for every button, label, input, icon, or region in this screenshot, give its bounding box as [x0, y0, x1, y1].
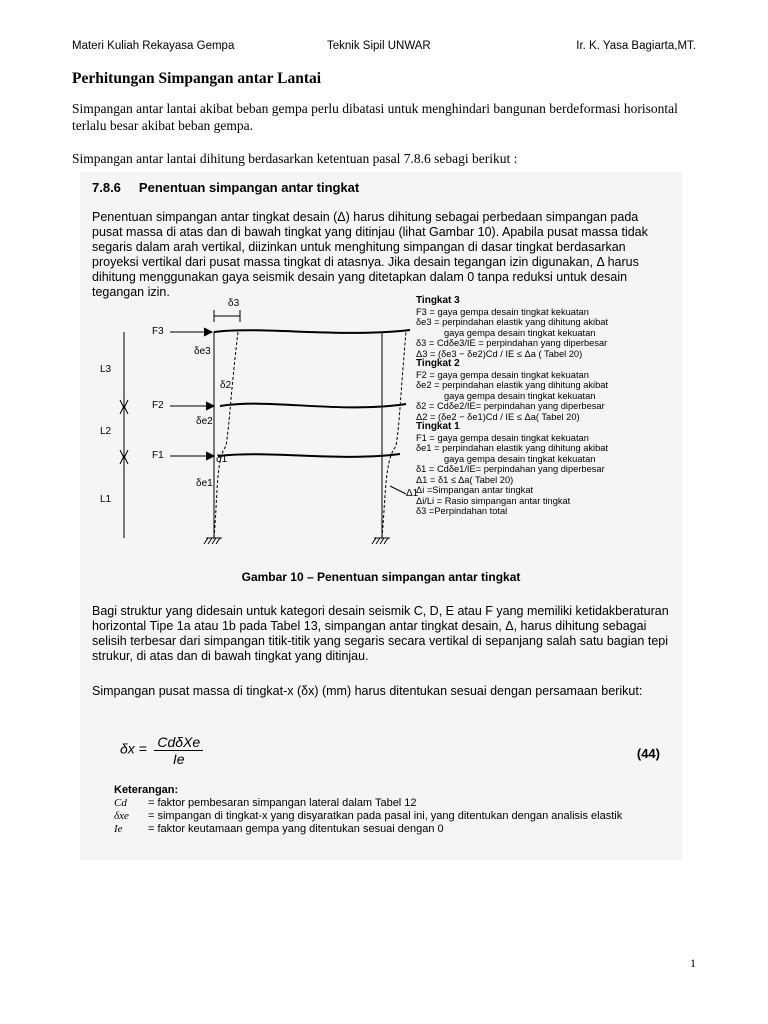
notes-line: Δi/Li = Rasio simpangan antar tingkat — [416, 495, 571, 506]
page-title: Perhitungan Simpangan antar Lantai — [72, 70, 322, 87]
figure-caption: Gambar 10 – Penentuan simpangan antar tingkat — [241, 570, 521, 584]
label-f2: F2 — [152, 400, 164, 411]
right-column-deformed — [382, 332, 406, 538]
drift-diagram — [80, 290, 419, 552]
notes-line: gaya gempa desain tingkat kekuatan — [444, 390, 596, 401]
header-department: Teknik Sipil UNWAR — [327, 40, 431, 52]
label-delta3: δ3 — [228, 298, 240, 309]
label-delta1: δ1 — [216, 454, 228, 465]
floor-1 — [218, 454, 400, 457]
notes-line: δ3 = Cdδe3/IE = perpindahan yang diperbesar — [416, 338, 608, 348]
notes-line: δe2 = perpindahan elastik yang dihitung akibat — [416, 380, 609, 390]
figure-notes — [416, 296, 678, 517]
keterangan-row: δxe = simpangan di tingkat-x yang disyaratkan pada pasal ini, yang ditentukan dengan analisis elastik — [114, 810, 623, 822]
paragraph-reference: Simpangan antar lantai dihitung berdasarkan ketentuan pasal 7.8.6 sebagi berikut : — [72, 151, 518, 166]
label-l3: L3 — [100, 364, 112, 375]
label-delta2: δ2 — [220, 380, 232, 391]
keterangan-block — [114, 784, 678, 836]
equation-number: (44) — [636, 746, 660, 761]
notes-line: Δ1 = δ1 ≤ Δa( Tabel 20) — [416, 474, 514, 485]
notes-line: Δ2 = (δe2 − δe1)Cd / IE ≤ Δa( Tabel 20) — [416, 411, 580, 422]
label-f3: F3 — [152, 326, 164, 337]
notes-line: Δi =Simpangan antar tingkat — [416, 485, 534, 495]
paragraph-intro: Simpangan antar lantai akibat beban gempa perlu dibatasi untuk menghindari bangunan berdeformasi horisontal terlalu besar akibat beban gempa. — [72, 101, 678, 133]
notes-line: gaya gempa desain tingkat kekuatan — [444, 453, 596, 464]
irregularity-text: Bagi struktur yang didesain untuk kategori desain seismik C, D, E atau F yang memiliki ketidakberaturan horizontal Tipe 1a atau 1b pada Tabel 13, simpangan antar tingkat desain, Δ, harus dihitung sebagai selisih terbesar dari simpangan titik-titik yang segaris secara vertikal di sepanjang salah satu bagian tepi strukur, di atas dan di bawah tingkat yang ditinjau. — [92, 604, 669, 663]
header-course: Materi Kuliah Rekayasa Gempa — [72, 40, 235, 52]
keterangan-row: Ie = faktor keutamaan gempa yang ditentukan sesuai dengan 0 — [114, 823, 444, 835]
header-author: Ir. K. Yasa Bagiarta,MT. — [576, 40, 696, 52]
equation-44: δx = $\frac{\text{CdδXe}}{Ie}$ — [120, 734, 203, 767]
label-l2: L2 — [100, 426, 112, 437]
label-l1: L1 — [100, 494, 112, 505]
notes-line: δ2 = Cdδe2/IE= perpindahan yang diperbesar — [416, 401, 605, 411]
notes-line: F3 = gaya gempa desain tingkat kekuatan — [416, 306, 589, 317]
displacement-text: Simpangan pusat massa di tingkat-x (δx) (mm) harus ditentukan sesuai dengan persamaan berikut: — [92, 684, 643, 698]
right-support — [372, 538, 390, 544]
notes-line: gaya gempa desain tingkat kekuatan — [444, 327, 596, 338]
left-column-deformed — [214, 332, 238, 538]
label-f1: F1 — [152, 450, 164, 461]
left-support — [204, 538, 222, 544]
label-delta-e3: δe3 — [194, 346, 211, 357]
section-intro-text: Penentuan simpangan antar tingkat desain (Δ) harus dihitung sebagai perbedaan simpangan pada pusat massa di atas dan di bawah tingkat yang ditinjau (lihat Gambar 10). Apabila pusat massa tidak segaris dalam arah vertikal, diizinkan untuk menghitung simpangan di dasar tingkat berdasarkan proyeksi vertikal dari pusat massa tingkat di atasnya. Jika desain tegangan izin digunakan, Δ harus dihitung menggunakan gaya seismik desain yang ditetapkan dalam 0 tanpa reduksi untuk desain tegangan izin. — [92, 210, 648, 299]
notes-line: δe3 = perpindahan elastik yang dihitung akibat — [416, 317, 609, 327]
section-heading: 7.8.6 Penentuan simpangan antar tingkat — [92, 180, 360, 195]
keterangan-title: Keterangan: — [114, 784, 179, 796]
notes-line: δ1 = Cdδe1/IE= perpindahan yang diperbesar — [416, 464, 605, 474]
notes-subheading: Tingkat 1 — [416, 421, 460, 432]
notes-subheading: Tingkat 2 — [416, 358, 460, 369]
label-delta-e2: δe2 — [196, 416, 213, 427]
notes-subheading: Tingkat 3 — [416, 295, 460, 306]
notes-line: δe1 = perpindahan elastik yang dihitung akibat — [416, 443, 609, 453]
notes-line: F2 = gaya gempa desain tingkat kekuatan — [416, 369, 589, 380]
scanned-standard-excerpt — [80, 172, 682, 860]
floor-2 — [220, 404, 406, 408]
label-drift1: Δ1 — [406, 488, 419, 499]
notes-line: δ3 =Perpindahan total — [416, 506, 508, 516]
page-number: 1 — [690, 956, 696, 970]
floor-3 — [214, 330, 410, 333]
notes-line: F1 = gaya gempa desain tingkat kekuatan — [416, 432, 589, 443]
notes-line: Δ3 = (δe3 − δe2)Cd / IE ≤ Δa ( Tabel 20) — [416, 348, 583, 359]
keterangan-row: Cd = faktor pembesaran simpangan lateral dalam Tabel 12 — [114, 797, 417, 809]
label-delta-e1: δe1 — [196, 478, 213, 489]
